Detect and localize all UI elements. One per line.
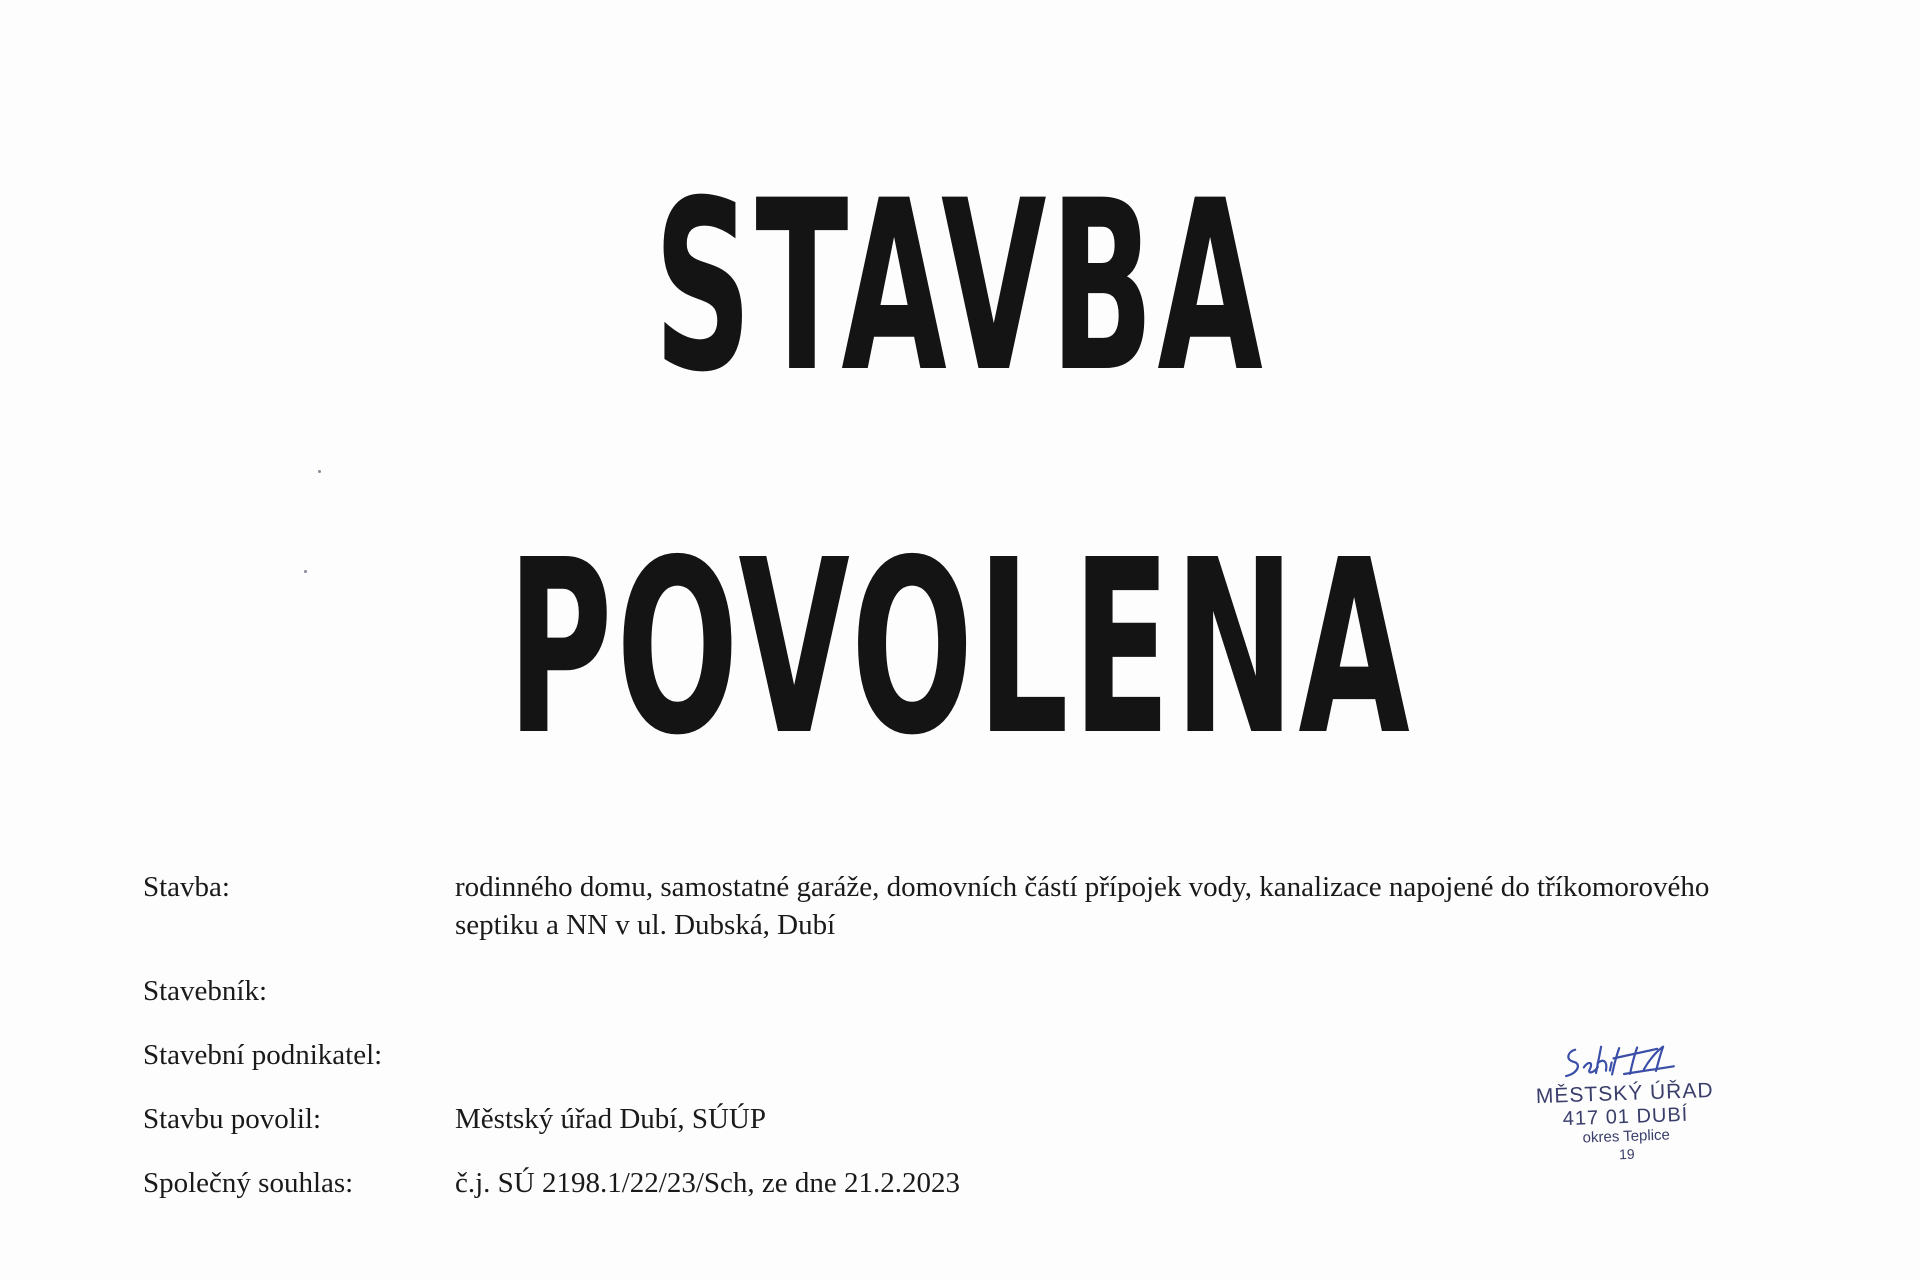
detail-row-stavebni-podnikatel [143,1036,1743,1074]
headline-line-1: STAVBA [653,151,1267,424]
detail-value: č.j. SÚ 2198.1/22/23/Sch, ze dne 21.2.2023 [455,1167,961,1199]
detail-label: Stavebník: [143,975,268,1007]
detail-label: Stavba: [143,871,230,903]
detail-label: Stavbu povolil: [143,1103,322,1135]
headline-line-2: POVOLENA [506,508,1414,788]
stamp-number: 19 [1618,1145,1635,1163]
stamp-postcode-town: 417 01 DUBÍ [1562,1103,1689,1131]
stamp-office-name: MĚSTSKÝ ÚŘAD [1535,1078,1714,1109]
detail-row-spolecny-souhlas [143,1164,1743,1202]
signature-icon [1553,1038,1694,1085]
detail-label: Společný souhlas: [143,1167,354,1199]
detail-value: Městský úřad Dubí, SÚÚP [455,1103,766,1135]
detail-row-stavba [143,868,1743,944]
scan-speck [304,570,307,573]
detail-row-stavbu-povolil [143,1100,1743,1138]
detail-label: Stavební podnikatel: [143,1039,383,1071]
permit-details [143,868,1743,1228]
detail-value: rodinného domu, samostatné garáže, domovních částí přípojek vody, kanalizace napojené do tříkomorového septiku a NN v ul. Dubská, Dubí [455,871,1710,941]
office-stamp [1508,1036,1742,1166]
scan-speck [318,470,321,473]
headline-povolena [0,508,1920,788]
detail-row-stavebnik [143,972,1743,1010]
detail-value [455,972,1725,1010]
stamp-district: okres Teplice [1582,1126,1671,1147]
headline-stavba [0,151,1920,424]
